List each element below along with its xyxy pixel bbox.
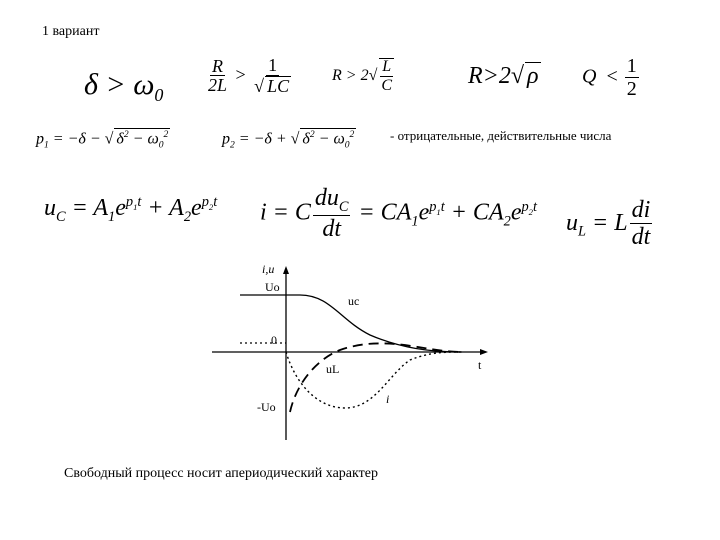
y-axis-arrow (283, 266, 289, 274)
formula-p2: $p_2 = -\delta$ + √ $\delta^2 - \omega_0^2$ (222, 129, 355, 151)
formula-r-over-2l: $\frac{R}{2L}$ > $\frac{1}{√ LC}$ (208, 55, 290, 96)
formula-uc: $u_C = A_1e^{p_1t} + A_2e^{p_2t}$ (44, 194, 218, 225)
t-label: t (478, 358, 482, 372)
neg-uo-label: -Uo (257, 400, 276, 414)
t-axis-arrow (480, 349, 488, 355)
note-negative-real: - отрицательные, действительные числа (390, 128, 612, 143)
formula-delta-gt-omega: $\delta > \omega_0$ (84, 68, 164, 105)
formula-r-gt-2rho: R>2√ ρ (468, 63, 539, 89)
formula-p1: $p_1 = -\delta$ − √ $\delta^2 - \omega_0^2$ (36, 129, 169, 151)
variant-heading: 1 вариант (42, 24, 100, 39)
ul-label: uL (326, 362, 340, 376)
formula-ul: $u_L = L$ $\frac{di}{dt}$ (566, 197, 651, 251)
i-label: i (386, 392, 390, 406)
formula-q-lt-half: Q < $\frac{1}{2}$ (582, 55, 637, 100)
formula-r-gt-2sqrt: R > 2√ $\frac{L}{C}$ (332, 58, 393, 94)
zero-label: 0 (271, 333, 277, 347)
caption: Свободный процесс носит апериодический характер (64, 466, 378, 481)
i-curve (286, 352, 462, 408)
formula-i: i = C $\frac{du_C}{dt}$ = $CA_1e^{p_1t} + CA_2e^{p_2t}$ (260, 185, 537, 242)
uc-label: uc (348, 294, 360, 308)
y-axis-label: i,u (262, 262, 275, 276)
uo-label: Uo (265, 280, 280, 294)
ul-curve (290, 343, 462, 412)
